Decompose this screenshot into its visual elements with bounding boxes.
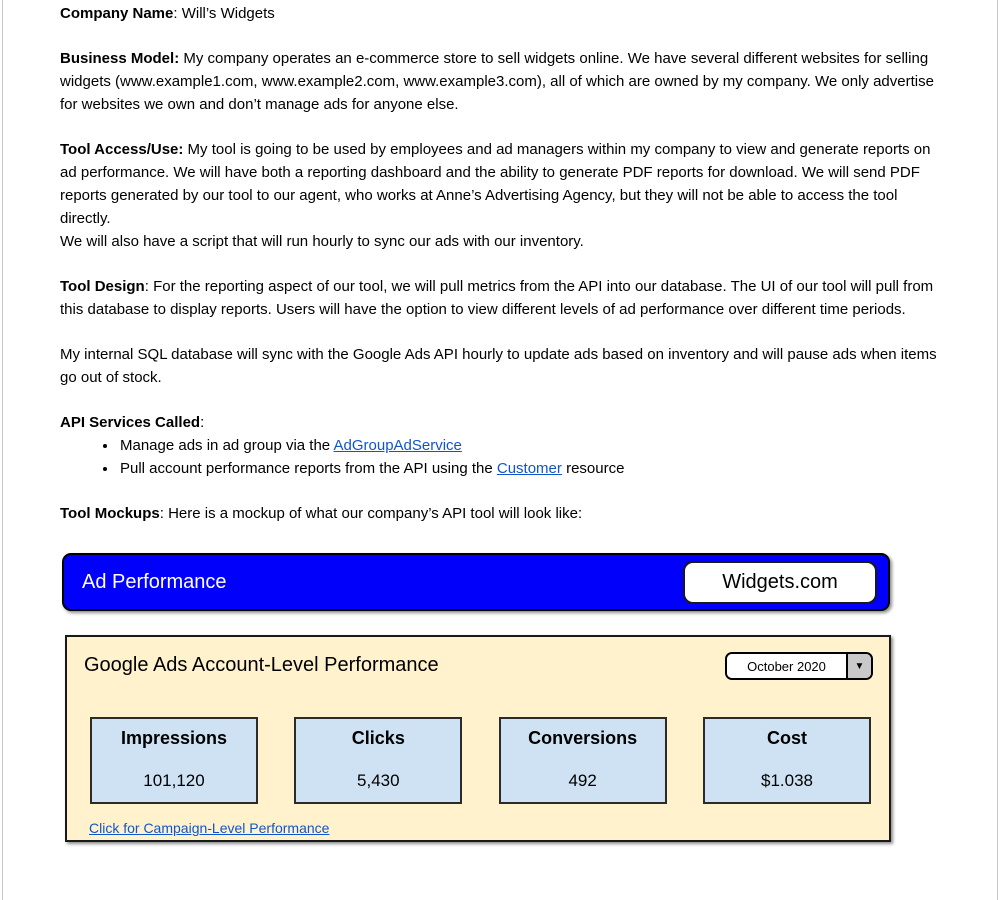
metric-card-impressions [90, 717, 258, 804]
metric-value: 5,430 [357, 771, 400, 790]
campaign-level-link[interactable]: Click for Campaign-Level Performance [89, 820, 330, 836]
doc-bullet-item [118, 457, 941, 480]
chevron-down-icon: ▼ [854, 660, 865, 672]
doc-paragraph [60, 2, 941, 25]
doc-bold-label: Company Name [60, 5, 174, 22]
doc-bold-label: Tool Design [60, 278, 145, 295]
doc-text: : Here is a mockup of what our company’s API tool will look like: [159, 505, 583, 522]
mockup-app-title: Ad Performance [82, 570, 227, 593]
doc-text: My company operates an e-commerce store to sell widgets online. We have several different websites for selling widgets (www.example1.com, www.example2.com, www.example3.com), all of which are owned by my company. We only advertise for websites we own and don’t manage ads for anyone else. [60, 50, 934, 113]
doc-paragraph [60, 502, 941, 525]
doc-text: My internal SQL database will sync with the Google Ads API hourly to update ads based on inventory and will pause ads when items go out of stock. [60, 346, 937, 386]
doc-text: Manage ads in ad group via the [120, 437, 334, 454]
metric-value: 101,120 [143, 771, 205, 790]
doc-bullet-list [60, 434, 941, 480]
mockup-header-bar [62, 553, 890, 611]
document-page [2, 0, 998, 900]
month-dropdown-value[interactable]: October 2020 [727, 654, 846, 678]
panel-header [84, 652, 873, 680]
doc-text: resource [561, 460, 625, 477]
metric-value: $1.038 [760, 771, 813, 790]
widgets-site-button[interactable]: Widgets.com [683, 561, 877, 604]
doc-text: We will also have a script that will run hourly to sync our ads with our inventory. [60, 233, 584, 250]
doc-bold-label: Tool Access/Use: [60, 141, 184, 158]
doc-bold-label: Business Model: [60, 50, 180, 67]
doc-text: My tool is going to be used by employees and ad managers within my company to view and generate reports on ad performance. We will have both a reporting dashboard and the ability to generate PDF reports for download. We will send PDF reports generated by our tool to our agent, who works at Anne’s Advertising Agency, but they will not be able to access the tool directly. [60, 141, 931, 227]
document-body [60, 2, 941, 525]
customer-link[interactable]: Customer [496, 460, 562, 477]
metric-cards-row [90, 717, 871, 804]
doc-bold-label: API Services Called [60, 414, 201, 431]
panel-title: Google Ads Account-Level Performance [84, 654, 439, 676]
doc-text: Pull account performance reports from the API using the [120, 460, 497, 477]
doc-paragraph [60, 343, 941, 389]
dropdown-arrow-button[interactable] [846, 654, 871, 678]
metric-label: Impressions [120, 728, 228, 748]
metric-label: Clicks [351, 728, 405, 748]
doc-paragraph [60, 411, 941, 434]
metric-label: Conversions [528, 728, 638, 748]
metric-card-cost [703, 717, 871, 804]
doc-text: : Will’s Widgets [173, 5, 275, 22]
doc-paragraph [60, 275, 941, 321]
doc-paragraph [60, 47, 941, 116]
metric-card-clicks [294, 717, 462, 804]
month-dropdown[interactable] [725, 652, 873, 680]
metric-card-conversions [499, 717, 667, 804]
metric-value: 492 [568, 771, 597, 790]
doc-bullet-item [118, 434, 941, 457]
adgroupadservice-link[interactable]: AdGroupAdService [333, 437, 462, 454]
doc-text: : For the reporting aspect of our tool, we will pull metrics from the API into our database. The UI of our tool will pull from this database to display reports. Users will have the option to view different levels of ad performance over different time periods. [60, 278, 934, 318]
doc-bold-label: Tool Mockups [60, 505, 160, 522]
doc-paragraph [60, 138, 941, 253]
doc-text: : [200, 414, 205, 431]
metric-label: Cost [766, 728, 807, 748]
account-performance-panel [65, 635, 891, 842]
